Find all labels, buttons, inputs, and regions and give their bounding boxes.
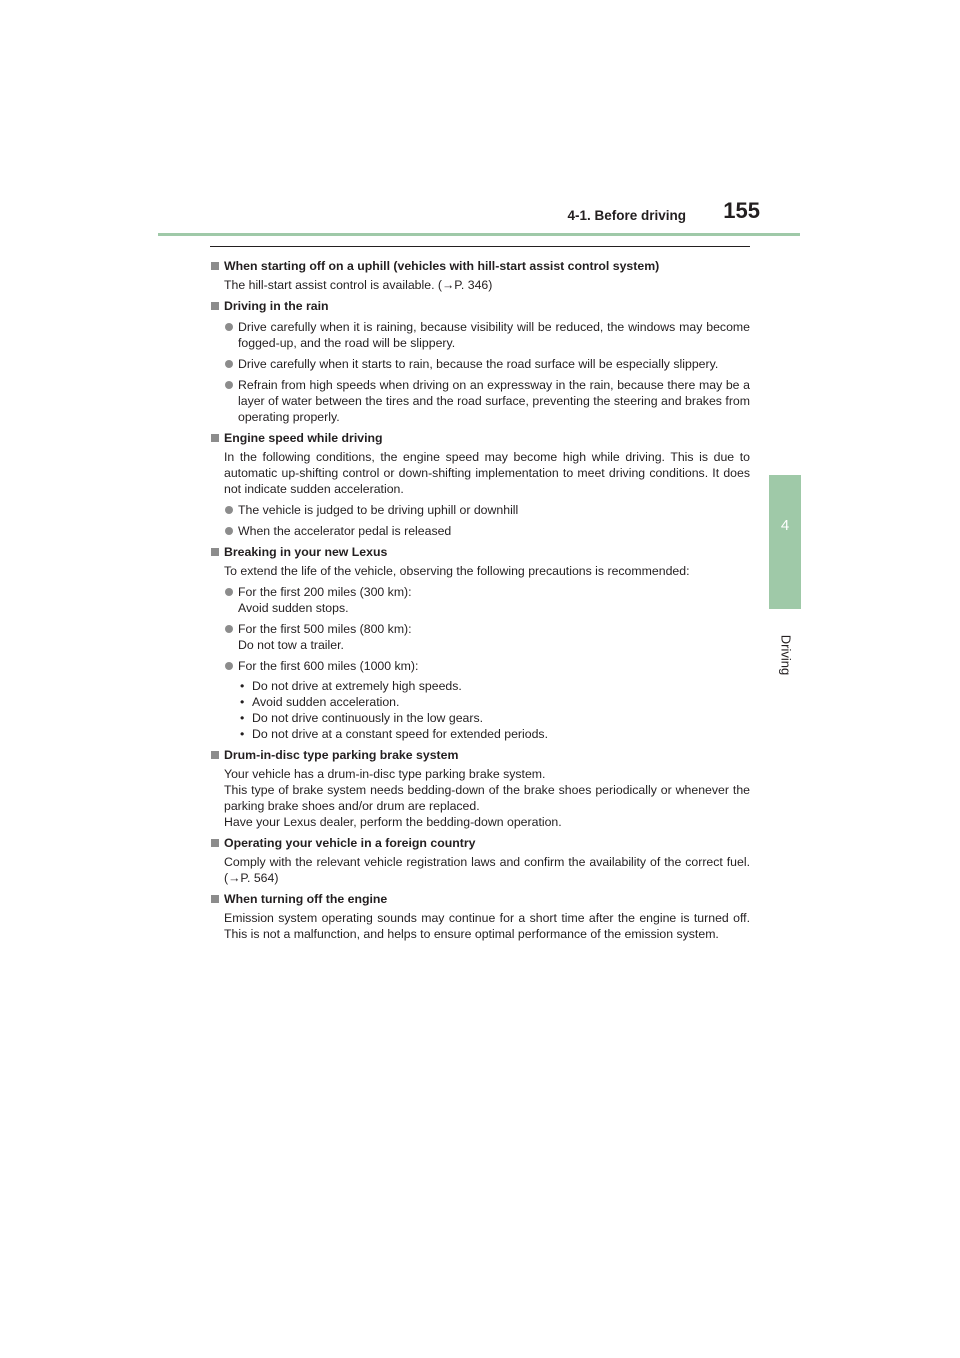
engine-speed-bullet-1: The vehicle is judged to be driving uphill or downhill bbox=[210, 502, 750, 518]
heading-uphill: When starting off on a uphill (vehicles with hill-start assist control system) bbox=[210, 258, 750, 274]
breaking-in-bullet-3: For the first 600 miles (1000 km): bbox=[210, 658, 750, 674]
circle-bullet-icon bbox=[225, 323, 233, 331]
circle-bullet-icon bbox=[225, 506, 233, 514]
rain-bullet-2: Drive carefully when it starts to rain, because the road surface will be especially slippery. bbox=[210, 356, 750, 372]
parking-brake-body: Your vehicle has a drum-in-disc type parking brake system. This type of brake system needs bedding-down of the brake shoes periodically or whenever the parking brake shoes and/or drum are replaced. Have your Lexus dealer, perform the bedding-down operation. bbox=[224, 767, 750, 829]
breaking-in-sub-list bbox=[210, 678, 750, 742]
square-marker-icon bbox=[211, 434, 219, 442]
square-marker-icon bbox=[211, 548, 219, 556]
circle-bullet-icon bbox=[225, 588, 233, 596]
chapter-label: Driving bbox=[778, 634, 794, 676]
page-content bbox=[210, 258, 750, 942]
sub-list-item: • Do not drive at extremely high speeds. bbox=[240, 679, 462, 693]
square-marker-icon bbox=[211, 302, 219, 310]
circle-bullet-icon bbox=[225, 527, 233, 535]
engine-off-body: Emission system operating sounds may continue for a short time after the engine is turned off. This is not a malfunction, and helps to ensure optimal performance of the emission system. bbox=[224, 911, 750, 941]
rain-bullet-3: Refrain from high speeds when driving on an expressway in the rain, because there may be a layer of water between the tires and the road surface, preventing the steering and brakes from operating properly. bbox=[210, 377, 750, 425]
breaking-in-body: To extend the life of the vehicle, observing the following precautions is recommended: bbox=[224, 564, 690, 578]
chapter-tab bbox=[769, 475, 801, 609]
heading-parking-brake: Drum-in-disc type parking brake system bbox=[210, 747, 750, 763]
breaking-in-bullet-1: For the first 200 miles (300 km): Avoid sudden stops. bbox=[210, 584, 750, 616]
header-rule bbox=[158, 233, 800, 236]
engine-speed-bullet-2: When the accelerator pedal is released bbox=[210, 523, 750, 539]
circle-bullet-icon bbox=[225, 625, 233, 633]
sub-list-item: • Avoid sudden acceleration. bbox=[240, 695, 400, 709]
circle-bullet-icon bbox=[225, 360, 233, 368]
chapter-label-box bbox=[767, 620, 805, 690]
heading-breaking-in: Breaking in your new Lexus bbox=[210, 544, 750, 560]
heading-foreign-country: Operating your vehicle in a foreign country bbox=[210, 835, 750, 851]
heading-engine-speed: Engine speed while driving bbox=[210, 430, 750, 446]
chapter-number: 4 bbox=[780, 517, 790, 534]
square-marker-icon bbox=[211, 839, 219, 847]
circle-bullet-icon bbox=[225, 662, 233, 670]
heading-rain: Driving in the rain bbox=[210, 298, 750, 314]
heading-engine-off: When turning off the engine bbox=[210, 891, 750, 907]
engine-speed-body: In the following conditions, the engine speed may become high while driving. This is due to automatic up-shifting control or down-shifting implementation to meet driving conditions. It does not indicate sudden acceleration. bbox=[224, 450, 750, 496]
content-rule bbox=[210, 246, 750, 247]
rain-bullet-1: Drive carefully when it is raining, because visibility will be reduced, the windows may become fogged-up, and the road will be slippery. bbox=[210, 319, 750, 351]
square-marker-icon bbox=[211, 751, 219, 759]
breaking-in-bullet-2: For the first 500 miles (800 km): Do not tow a trailer. bbox=[210, 621, 750, 653]
uphill-body: The hill-start assist control is available. (→P. 346) bbox=[224, 278, 493, 292]
foreign-country-body: Comply with the relevant vehicle registration laws and confirm the availability of the correct fuel. (→P. 564) bbox=[224, 855, 750, 885]
sub-list-item: • Do not drive at a constant speed for extended periods. bbox=[240, 727, 548, 741]
sub-list-item: • Do not drive continuously in the low gears. bbox=[240, 711, 484, 725]
circle-bullet-icon bbox=[225, 381, 233, 389]
section-title: 4-1. Before driving bbox=[567, 208, 686, 223]
page-number: 155 bbox=[723, 198, 760, 223]
square-marker-icon bbox=[211, 895, 219, 903]
square-marker-icon bbox=[211, 262, 219, 270]
